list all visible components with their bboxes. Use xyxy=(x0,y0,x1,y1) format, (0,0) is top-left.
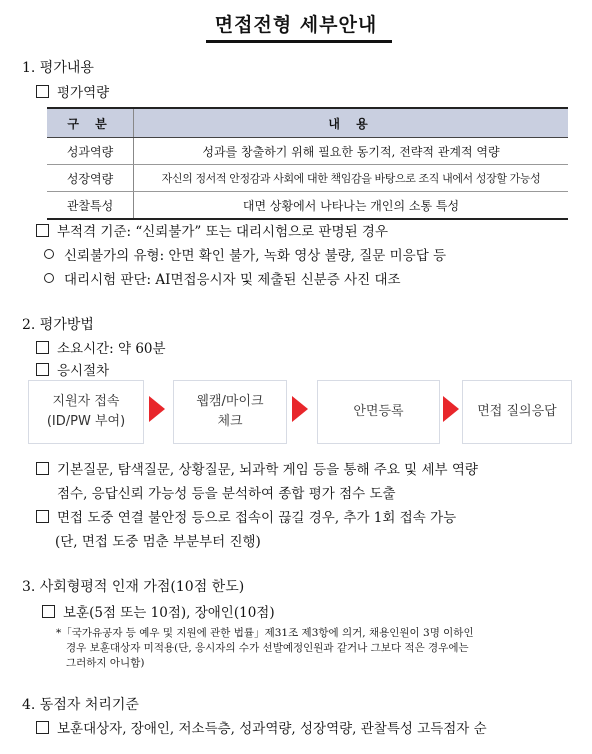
col-header-content: 내 용 xyxy=(134,108,569,138)
step-line-2: (ID/PW 부여) xyxy=(46,414,126,429)
circle-bullet-icon xyxy=(44,273,54,283)
checkbox-square-icon xyxy=(36,85,49,98)
cell-content: 대면 상황에서 나타나는 개인의 소통 특성 xyxy=(134,192,569,220)
bullet-text: 면접 도중 연결 불안정 등으로 접속이 끊길 경우, 추가 1회 접속 가능 xyxy=(57,510,457,526)
duration-item xyxy=(36,337,166,357)
disqualification-text: 부적격 기준: “신뢰불가” 또는 대리시험으로 판명된 경우 xyxy=(57,224,389,240)
table-header-row xyxy=(47,108,568,138)
list-item xyxy=(44,244,446,264)
subsection-label: 평가역량 xyxy=(57,85,110,101)
bonus-text: 보훈(5점 또는 10점), 장애인(10점) xyxy=(63,605,275,621)
page-title: 면접전형 세부안내 xyxy=(214,14,378,36)
process-step xyxy=(317,380,440,444)
footnote-line: 그러하지 아니함) xyxy=(66,657,145,669)
arrow-right-icon xyxy=(149,396,165,422)
cell-content: 자신의 정서적 안정감과 사회에 대한 책임감을 바탕으로 조직 내에서 성장할 가능성 xyxy=(134,165,569,192)
list-item-text: 대리시험 판단: AI면접응시자 및 제출된 신분증 사진 대조 xyxy=(64,272,401,288)
cell-category: 성과역량 xyxy=(47,138,134,165)
cell-content: 성과를 창출하기 위해 필요한 동기적, 전략적 관계적 역량 xyxy=(134,138,569,165)
process-step xyxy=(462,380,572,444)
section-1-heading: 1. 평가내용 xyxy=(22,60,94,76)
footnote-line: 경우 보훈대상자 미적용(단, 응시자의 수가 선발예정인원과 같거나 그보다 적은 경우에는 xyxy=(66,642,469,654)
arrow-right-icon xyxy=(443,396,459,422)
circle-bullet-icon xyxy=(44,249,54,259)
table-row xyxy=(47,138,568,165)
procedure-item xyxy=(36,359,109,379)
section-4-heading: 4. 동점자 처리기준 xyxy=(22,697,139,713)
bonus-item xyxy=(42,601,275,621)
reconnect-bullet xyxy=(36,506,456,526)
step-line-1: 웹캠/마이크 xyxy=(196,394,264,409)
checkbox-square-icon xyxy=(36,462,49,475)
list-item-text: 신뢰불가의 유형: 안면 확인 불가, 녹화 영상 불량, 질문 미응답 등 xyxy=(64,248,447,264)
checkbox-square-icon xyxy=(36,224,49,237)
subsection-evaluation-competency xyxy=(36,81,109,101)
step-line-1: 지원자 접속 xyxy=(52,394,120,409)
duration-text: 소요시간: 약 60분 xyxy=(57,341,166,357)
checkbox-square-icon xyxy=(42,605,55,618)
process-step xyxy=(173,380,287,444)
step-line-2: 체크 xyxy=(217,414,243,429)
section-3-heading: 3. 사회형평적 인재 가점(10점 한도) xyxy=(22,579,245,595)
bullet-text: 기본질문, 탐색질문, 상황질문, 뇌과학 게임 등을 통해 주요 및 세부 역량 xyxy=(57,462,478,478)
step-line-1: 면접 질의응답 xyxy=(477,404,557,419)
arrow-right-icon xyxy=(292,396,308,422)
list-item xyxy=(44,268,401,288)
footnote-line: *「국가유공자 등 예우 및 지원에 관한 법률」제31조 제3항에 의거, 채용인원이 3명 이하인 xyxy=(56,627,474,639)
col-header-category: 구 분 xyxy=(47,108,134,138)
step-line-1: 안면등록 xyxy=(353,404,404,419)
method-bullet xyxy=(36,458,478,478)
tiebreak-item xyxy=(36,717,487,737)
checkbox-square-icon xyxy=(36,341,49,354)
cell-category: 관찰특성 xyxy=(47,192,134,220)
bullet-continuation: (단, 면접 도중 멈춘 부분부터 진행) xyxy=(55,534,261,550)
tiebreak-text: 보훈대상자, 장애인, 저소득층, 성과역량, 성장역량, 관찰특성 고득점자 순 xyxy=(57,721,487,737)
cell-category: 성장역량 xyxy=(47,165,134,192)
bullet-continuation: 점수, 응답신뢰 가능성 등을 분석하여 종합 평가 점수 도출 xyxy=(57,486,396,502)
disqualification-criteria xyxy=(36,220,388,240)
section-2-heading: 2. 평가방법 xyxy=(22,317,94,333)
competency-table xyxy=(47,107,568,220)
checkbox-square-icon xyxy=(36,721,49,734)
table-row xyxy=(47,192,568,220)
title-underline xyxy=(206,40,392,43)
table-row xyxy=(47,165,568,192)
checkbox-square-icon xyxy=(36,510,49,523)
checkbox-square-icon xyxy=(36,363,49,376)
procedure-text: 응시절차 xyxy=(57,363,110,379)
process-step xyxy=(28,380,144,444)
